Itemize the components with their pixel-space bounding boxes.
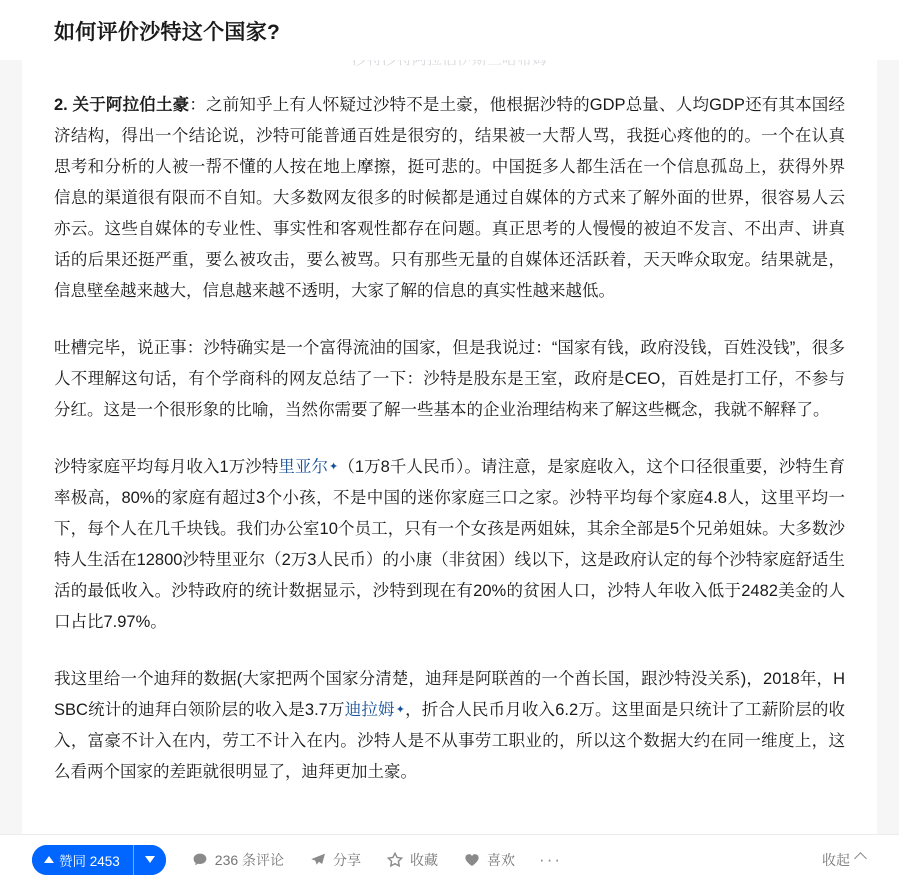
- inline-link-riyal[interactable]: [278, 458, 338, 476]
- collapse-label: 收起: [822, 851, 850, 868]
- downvote-button[interactable]: [134, 845, 166, 875]
- answer-content: [22, 60, 877, 834]
- inline-link-label: 迪拉姆: [344, 701, 395, 719]
- upvote-button[interactable]: [32, 845, 133, 875]
- inline-link-dirham[interactable]: [345, 701, 405, 719]
- paragraph: [54, 452, 845, 638]
- heart-icon: [464, 852, 480, 868]
- comment-icon: [192, 852, 208, 868]
- page-title: 如何评价沙特这个国家?: [54, 21, 281, 44]
- upvote-label: 赞同 2453: [59, 853, 120, 869]
- favorite-label: 收藏: [410, 851, 439, 868]
- like-label: 喜欢: [487, 851, 516, 868]
- paragraph: [54, 333, 845, 426]
- comments-label: 236 条评论: [214, 851, 285, 868]
- paragraph-text-after-link: ，折合人民币月收入6.2万。这里面是只统计了工薪阶层的收入，富豪不计入在内，劳工不计入在内。沙特人是不从事劳工职业的，所以这个数据大约在同一维度上，这么看两个国家的差距就很明显了，迪拜更加土豪。: [54, 701, 845, 781]
- like-button[interactable]: [464, 850, 515, 870]
- share-label: 分享: [333, 851, 362, 868]
- paragraph-text: 吐槽完毕，说正事：沙特确实是一个富得流油的国家，但是我说过：“国家有钱，政府没钱，百姓没钱”，很多人不理解这句话，有个学商科的网友总结了一下：沙特是股东是王室，政府是CEO，百姓是打工仔，不参与分红。这是一个很形象的比喻，当然你需要了解一些基本的企业治理结构来了解这些概念，我就不解释了。: [54, 339, 845, 419]
- paragraph-lead: 2. 关于阿拉伯土豪: [54, 96, 190, 114]
- paragraph-text-after-link: （1万8千人民币）。请注意，是家庭收入，这个口径很重要，沙特生育率极高，80%的家庭有超过3个小孩，不是中国的迷你家庭三口之家。沙特平均每个家庭4.8人，这里平均一下，每个人在几千块钱。我们办公室10个员工，只有一个女孩是两姐妹，其余全部是5个兄弟姐妹。大多数沙特人生活在12800沙特里亚尔（2万3人民币）的小康（非贫困）线以下，这是政府认定的每个沙特家庭舒适生活的最低收入。沙特政府的统计数据显示，沙特到现在有20%的贫困人口，沙特人年收入低于2482美金的人口占比7.97%。: [54, 458, 845, 631]
- content-fade-overlay: [22, 800, 877, 836]
- triangle-up-icon: [44, 856, 54, 863]
- favorite-button[interactable]: [387, 850, 438, 870]
- paragraph: [54, 90, 845, 307]
- external-link-icon: ✦: [395, 704, 405, 716]
- question-header: [0, 0, 899, 60]
- answer-action-bar: [0, 834, 899, 884]
- paragraph-text: ：之前知乎上有人怀疑过沙特不是土豪，他根据沙特的GDP总量、人均GDP还有其本国经济结构，得出一个结论说，沙特可能普通百姓是很穷的，结果被一大帮人骂，我挺心疼他的的。一个在认真思考和分析的人被一帮不懂的人按在地上摩擦，挺可悲的。中国挺多人都生活在一个信息孤岛上，获得外界信息的渠道很有限而不自知。大多数网友很多的时候都是通过自媒体的方式来了解外面的世界，很容易人云亦云。这些自媒体的专业性、事实性和客观性都存在问题。真正思考的人慢慢的被迫不发言、不出声、讲真话的后果还挺严重，要么被攻击，要么被骂。只有那些无量的自媒体还活跃着，天天哗众取宠。结果就是，信息壁垒越来越大，信息越来越不透明，大家了解的信息的真实性越来越低。: [54, 96, 845, 300]
- vote-group: [32, 845, 166, 875]
- paragraph-text-before-link: 我这里给一个迪拜的数据(大家把两个国家分清楚，迪拜是阿联酋的一个酋长国，跟沙特没关系)，2018年，HSBC统计的迪拜白领阶层的收入是3.7万: [54, 670, 845, 719]
- share-paperplane-icon: [310, 852, 326, 868]
- triangle-down-icon: [145, 856, 155, 863]
- more-options-button[interactable]: ···: [539, 850, 563, 869]
- page-gutter-right: [877, 0, 899, 884]
- collapse-button[interactable]: [822, 850, 865, 870]
- chevron-up-icon: [854, 852, 867, 865]
- paragraph-text-before-link: 沙特家庭平均每月收入1万沙特: [54, 458, 279, 476]
- paragraph: [54, 664, 845, 788]
- share-button[interactable]: [310, 850, 361, 870]
- star-icon: [387, 852, 403, 868]
- inline-link-label: 里亚尔: [278, 458, 329, 476]
- external-link-icon: ✦: [329, 461, 339, 473]
- page-gutter-left: [0, 0, 22, 884]
- comments-button[interactable]: [192, 850, 284, 870]
